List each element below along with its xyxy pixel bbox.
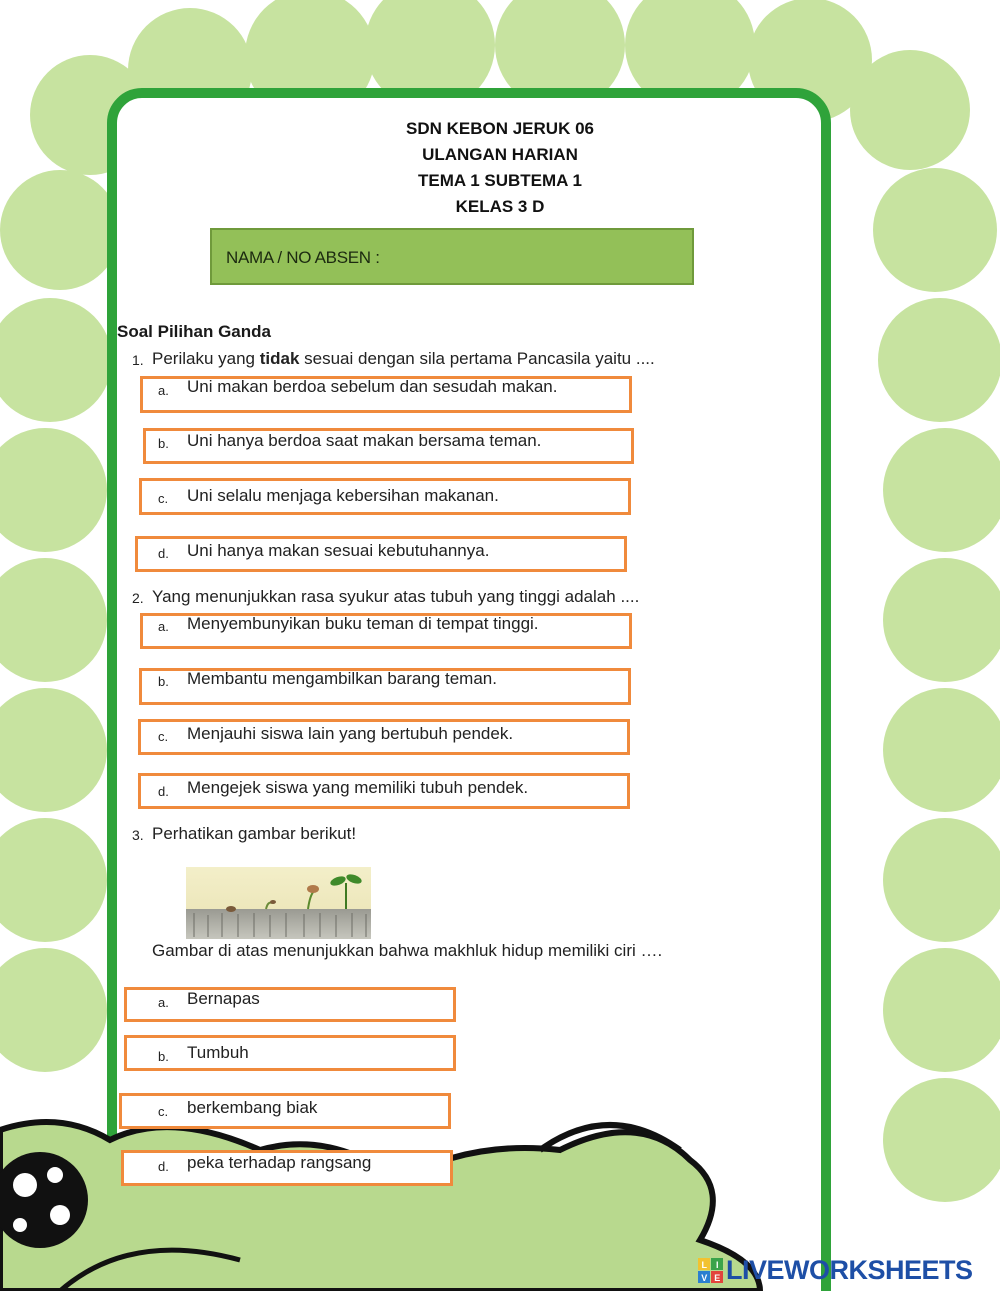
q1-option-a-letter: a. — [158, 383, 169, 398]
theme-title: TEMA 1 SUBTEMA 1 — [417, 171, 583, 190]
q1-option-a-text: Uni makan berdoa sebelum dan sesudah makan. — [187, 377, 558, 396]
school-name: SDN KEBON JERUK 06 — [406, 119, 594, 138]
q1-option-d-letter: d. — [158, 546, 169, 561]
question-1-text: Perilaku yang tidak sesuai dengan sila pertama Pancasila yaitu .... — [152, 349, 655, 368]
q2-option-d-text: Mengejek siswa yang memiliki tubuh pendek. — [187, 778, 529, 797]
q3-option-a-letter: a. — [158, 995, 169, 1010]
q1-option-c-letter: c. — [158, 491, 169, 506]
svg-text:I: I — [715, 1260, 719, 1270]
q2-option-b-text: Membantu mengambilkan barang teman. — [187, 669, 497, 688]
name-input-box[interactable] — [210, 228, 694, 285]
q3-option-b[interactable] — [124, 1035, 456, 1071]
name-label: NAMA / NO ABSEN : — [226, 248, 380, 267]
q3-option-b-text: Tumbuh — [187, 1043, 249, 1062]
q1-option-b-text: Uni hanya berdoa saat makan bersama teman. — [187, 431, 542, 450]
liveworksheets-text: LIVEWORKSHEETS — [726, 1255, 973, 1285]
question-2-text: Yang menunjukkan rasa syukur atas tubuh yang tinggi adalah .... — [152, 587, 640, 606]
q2-option-d-letter: d. — [158, 784, 169, 799]
q3-option-c-letter: c. — [158, 1104, 169, 1119]
q3-option-a[interactable] — [124, 987, 456, 1022]
section-title: Soal Pilihan Ganda — [117, 322, 271, 341]
q3-option-d-text: peka terhadap rangsang — [187, 1153, 372, 1172]
svg-text:V: V — [701, 1273, 707, 1283]
seedling-growth-image — [186, 867, 371, 939]
q3-option-c-text: berkembang biak — [187, 1098, 318, 1117]
q2-option-a-letter: a. — [158, 619, 169, 634]
class-title: KELAS 3 D — [455, 197, 545, 216]
exam-title: ULANGAN HARIAN — [422, 145, 578, 164]
q2-option-c-text: Menjauhi siswa lain yang bertubuh pendek. — [187, 724, 514, 743]
question-3-number: 3. — [132, 827, 144, 843]
svg-text:L: L — [701, 1260, 707, 1270]
q2-option-c-letter: c. — [158, 729, 169, 744]
question-3-text: Perhatikan gambar berikut! — [152, 824, 357, 843]
q1-option-c-text: Uni selalu menjaga kebersihan makanan. — [187, 486, 499, 505]
q3-option-d-letter: d. — [158, 1159, 169, 1174]
q1-option-d-text: Uni hanya makan sesuai kebutuhannya. — [187, 541, 490, 560]
q2-option-a-text: Menyembunyikan buku teman di tempat tinggi. — [187, 614, 539, 633]
q3-option-b-letter: b. — [158, 1049, 169, 1064]
liveworksheets-watermark — [698, 1256, 998, 1286]
q3-option-a-text: Bernapas — [187, 989, 260, 1008]
question-1-emphasis: tidak — [259, 349, 300, 368]
q2-option-b-letter: b. — [158, 674, 169, 689]
q1-option-b-letter: b. — [158, 436, 169, 451]
svg-text:E: E — [714, 1273, 720, 1283]
liveworksheets-logo-icon — [698, 1258, 724, 1284]
question-1-number: 1. — [132, 352, 144, 368]
question-2-number: 2. — [132, 590, 144, 606]
question-3-followup: Gambar di atas menunjukkan bahwa makhluk hidup memiliki ciri …. — [152, 941, 663, 960]
